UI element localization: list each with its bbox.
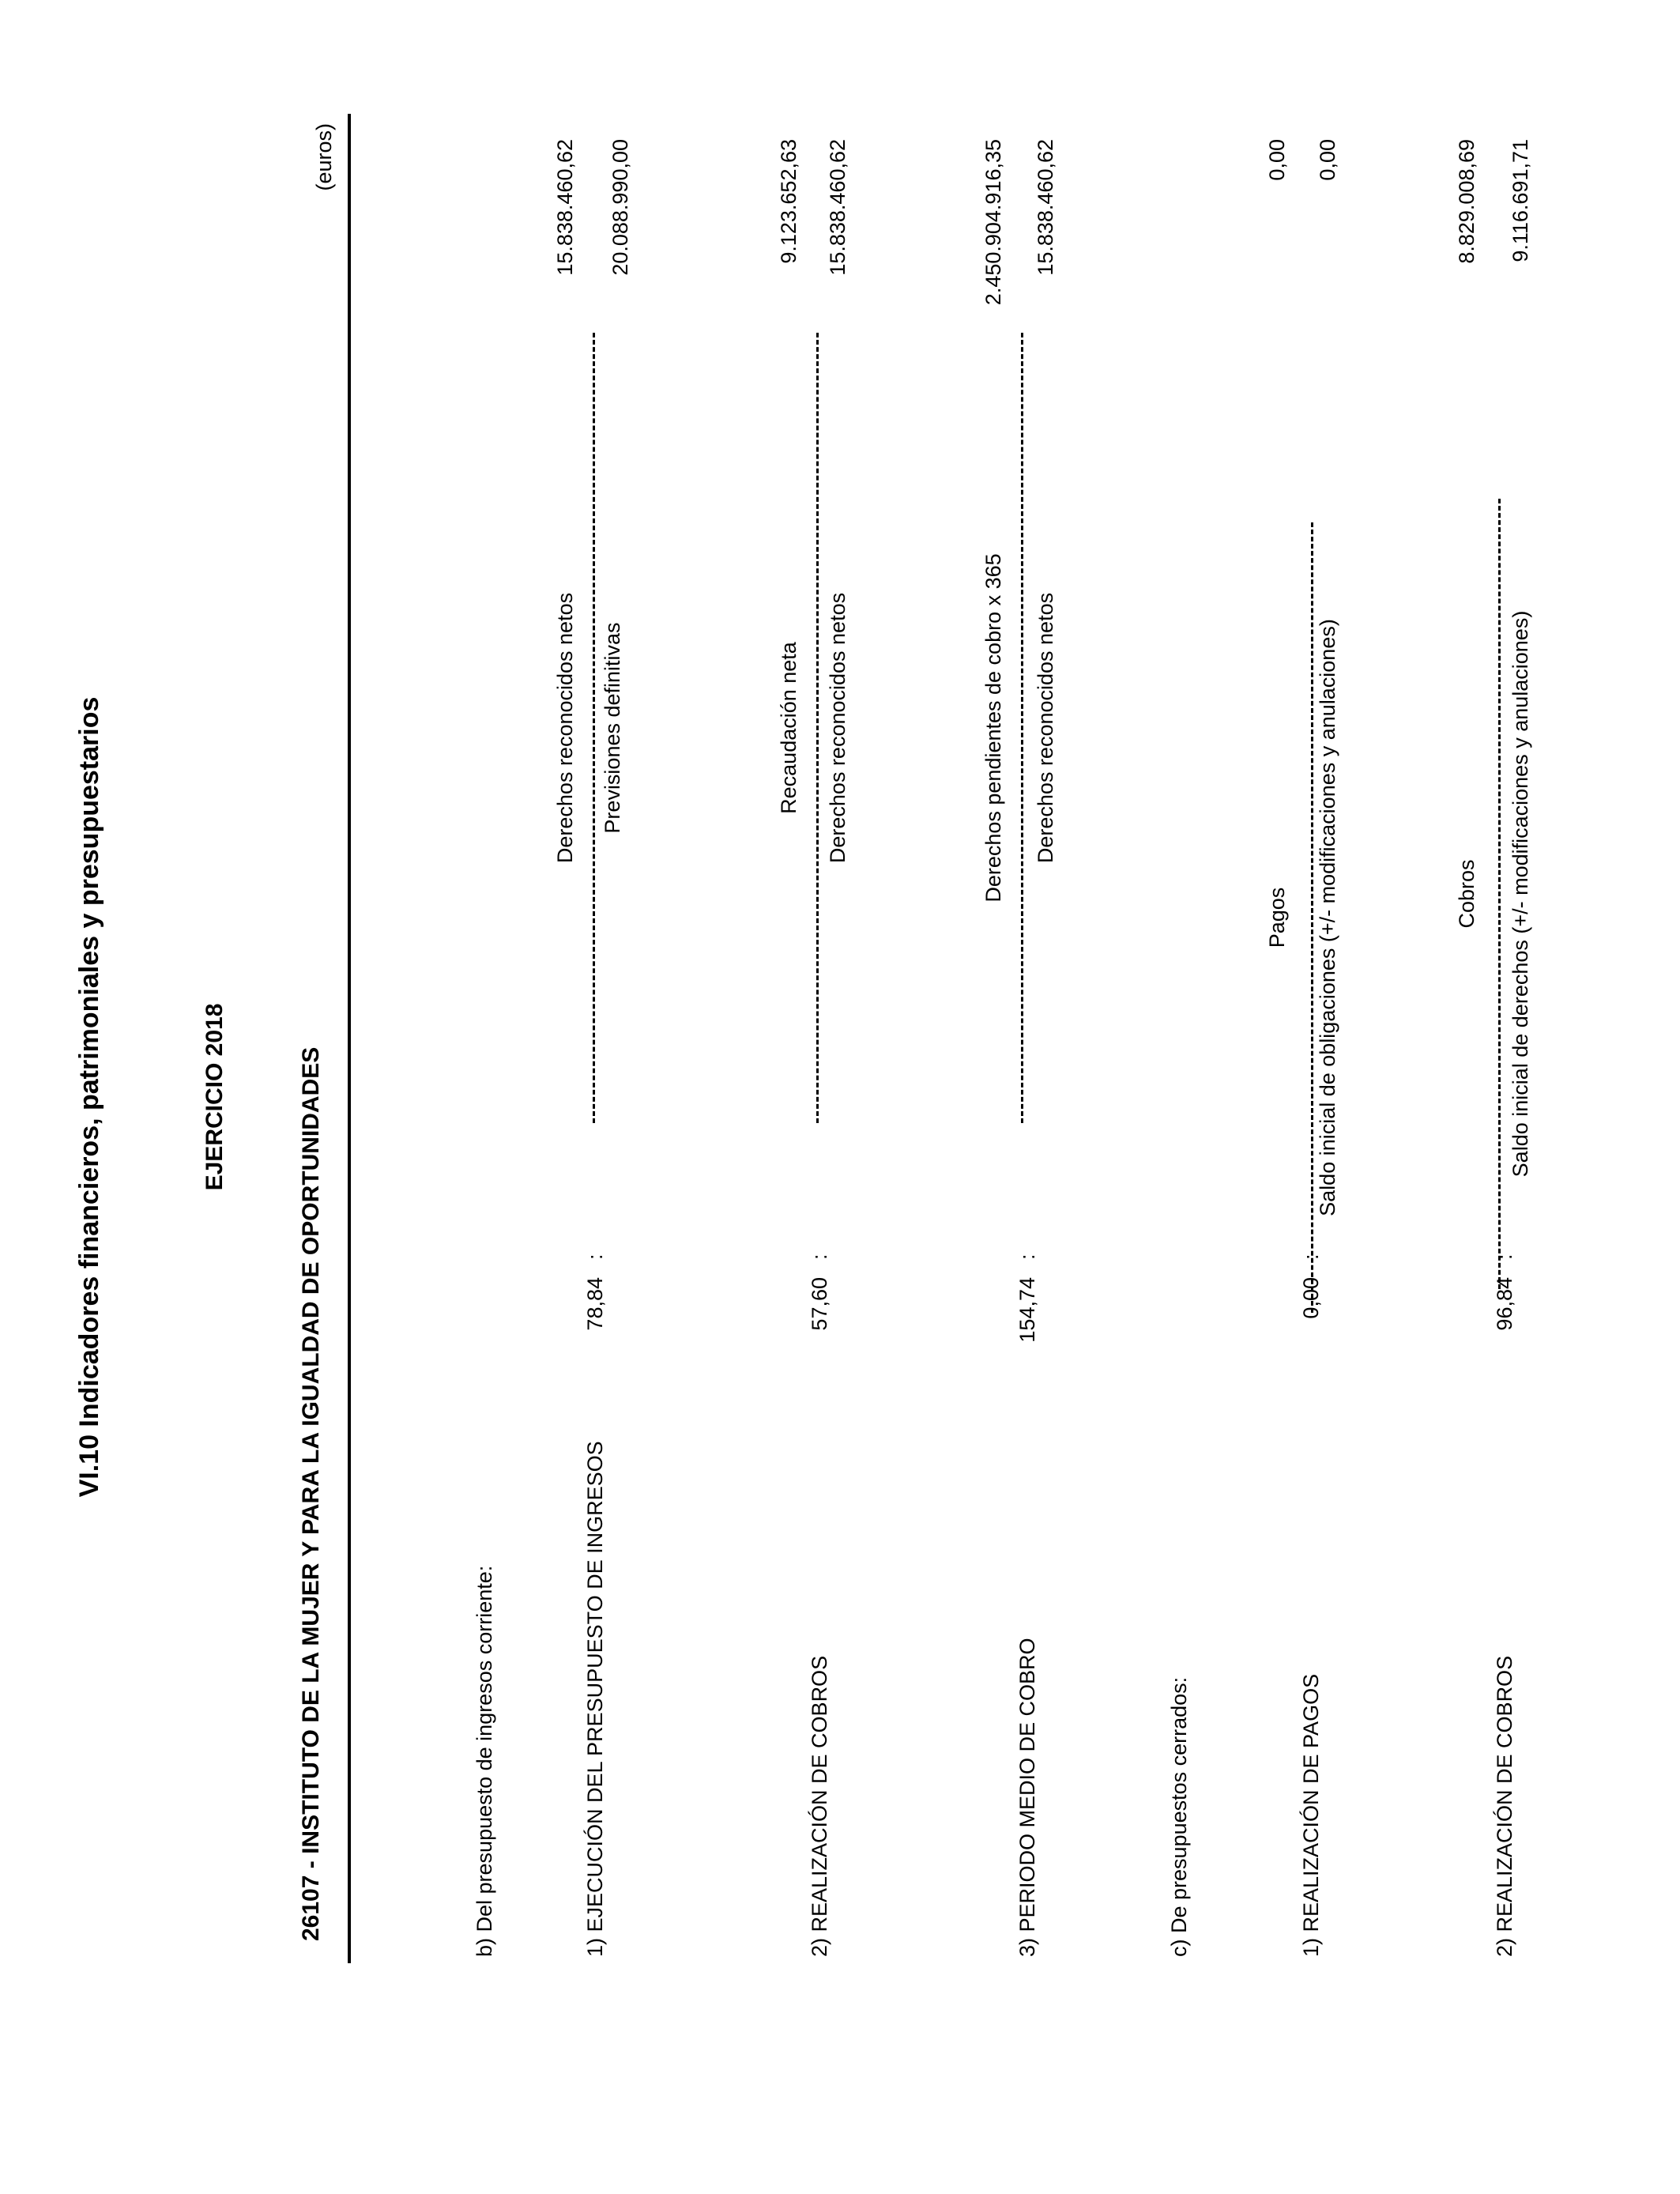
section-b-heading: b) Del presupuesto de ingresos corriente: bbox=[473, 1565, 496, 1957]
b1-numerator-amount: 15.838.460,62 bbox=[553, 139, 577, 276]
b3-colon: : bbox=[1015, 1253, 1039, 1260]
report-title: VI.10 Indicadores financieros, patrimoniales y presupuestarios bbox=[74, 696, 104, 1498]
c1-colon: : bbox=[1299, 1253, 1323, 1260]
top-rule bbox=[348, 114, 351, 1963]
c1-denominator: Saldo inicial de obligaciones (+/- modificaciones y anulaciones) bbox=[1316, 619, 1339, 1216]
b1-fraction-bar bbox=[593, 333, 595, 1123]
b3-denominator: Derechos reconocidos netos bbox=[1034, 592, 1057, 864]
c1-value: 0,00 bbox=[1299, 1277, 1323, 1319]
b3-denominator-amount: 15.838.460,62 bbox=[1034, 139, 1057, 276]
c2-value: 96,84 bbox=[1493, 1277, 1516, 1331]
c1-fraction-bar bbox=[1311, 522, 1313, 1313]
entity-name: 26107 - INSTITUTO DE LA MUJER Y PARA LA IGUALDAD DE OPORTUNIDADES bbox=[298, 1046, 324, 1941]
c2-numerator-amount: 8.829.008,69 bbox=[1455, 139, 1478, 264]
b2-fraction-bar bbox=[816, 333, 819, 1123]
b2-numerator-amount: 9.123.652,63 bbox=[777, 139, 800, 264]
b1-value: 78,84 bbox=[583, 1277, 607, 1331]
fiscal-year: EJERCICIO 2018 bbox=[202, 1003, 228, 1191]
c2-colon: : bbox=[1493, 1253, 1516, 1260]
b3-value: 154,74 bbox=[1015, 1277, 1039, 1343]
b2-denominator: Derechos reconocidos netos bbox=[826, 592, 849, 864]
b1-denominator: Previsiones definitivas bbox=[601, 622, 624, 834]
b3-fraction-bar bbox=[1021, 333, 1023, 1123]
c1-label: 1) REALIZACIÓN DE PAGOS bbox=[1299, 1673, 1323, 1957]
b2-numerator: Recaudación neta bbox=[777, 642, 800, 814]
c2-denominator-amount: 9.116.691,71 bbox=[1509, 139, 1532, 262]
b2-denominator-amount: 15.838.460,62 bbox=[826, 139, 849, 276]
b3-numerator-amount: 2.450.904.916,35 bbox=[981, 139, 1005, 306]
c2-numerator: Cobros bbox=[1455, 859, 1478, 929]
b3-label: 3) PERIODO MEDIO DE COBRO bbox=[1015, 1638, 1039, 1957]
b1-numerator: Derechos reconocidos netos bbox=[553, 592, 577, 864]
b1-denominator-amount: 20.088.990,00 bbox=[608, 139, 632, 276]
b2-value: 57,60 bbox=[808, 1277, 831, 1331]
c2-label: 2) REALIZACIÓN DE COBROS bbox=[1493, 1655, 1516, 1957]
b3-numerator: Derechos pendientes de cobro x 365 bbox=[981, 553, 1005, 903]
section-c-heading: c) De presupuestos cerrados: bbox=[1167, 1676, 1191, 1957]
units-label: (euros) bbox=[312, 123, 336, 191]
c1-numerator-amount: 0,00 bbox=[1265, 139, 1289, 181]
b1-colon: : bbox=[583, 1253, 607, 1260]
c2-denominator: Saldo inicial de derechos (+/- modificaciones y anulaciones) bbox=[1509, 610, 1532, 1178]
b1-label: 1) EJECUCIÓN DEL PRESUPUESTO DE INGRESOS bbox=[583, 1441, 607, 1957]
b2-colon: : bbox=[808, 1253, 831, 1260]
c1-denominator-amount: 0,00 bbox=[1316, 139, 1339, 181]
c1-numerator: Pagos bbox=[1265, 887, 1289, 948]
b2-label: 2) REALIZACIÓN DE COBROS bbox=[808, 1655, 831, 1957]
c2-fraction-bar bbox=[1498, 499, 1501, 1289]
